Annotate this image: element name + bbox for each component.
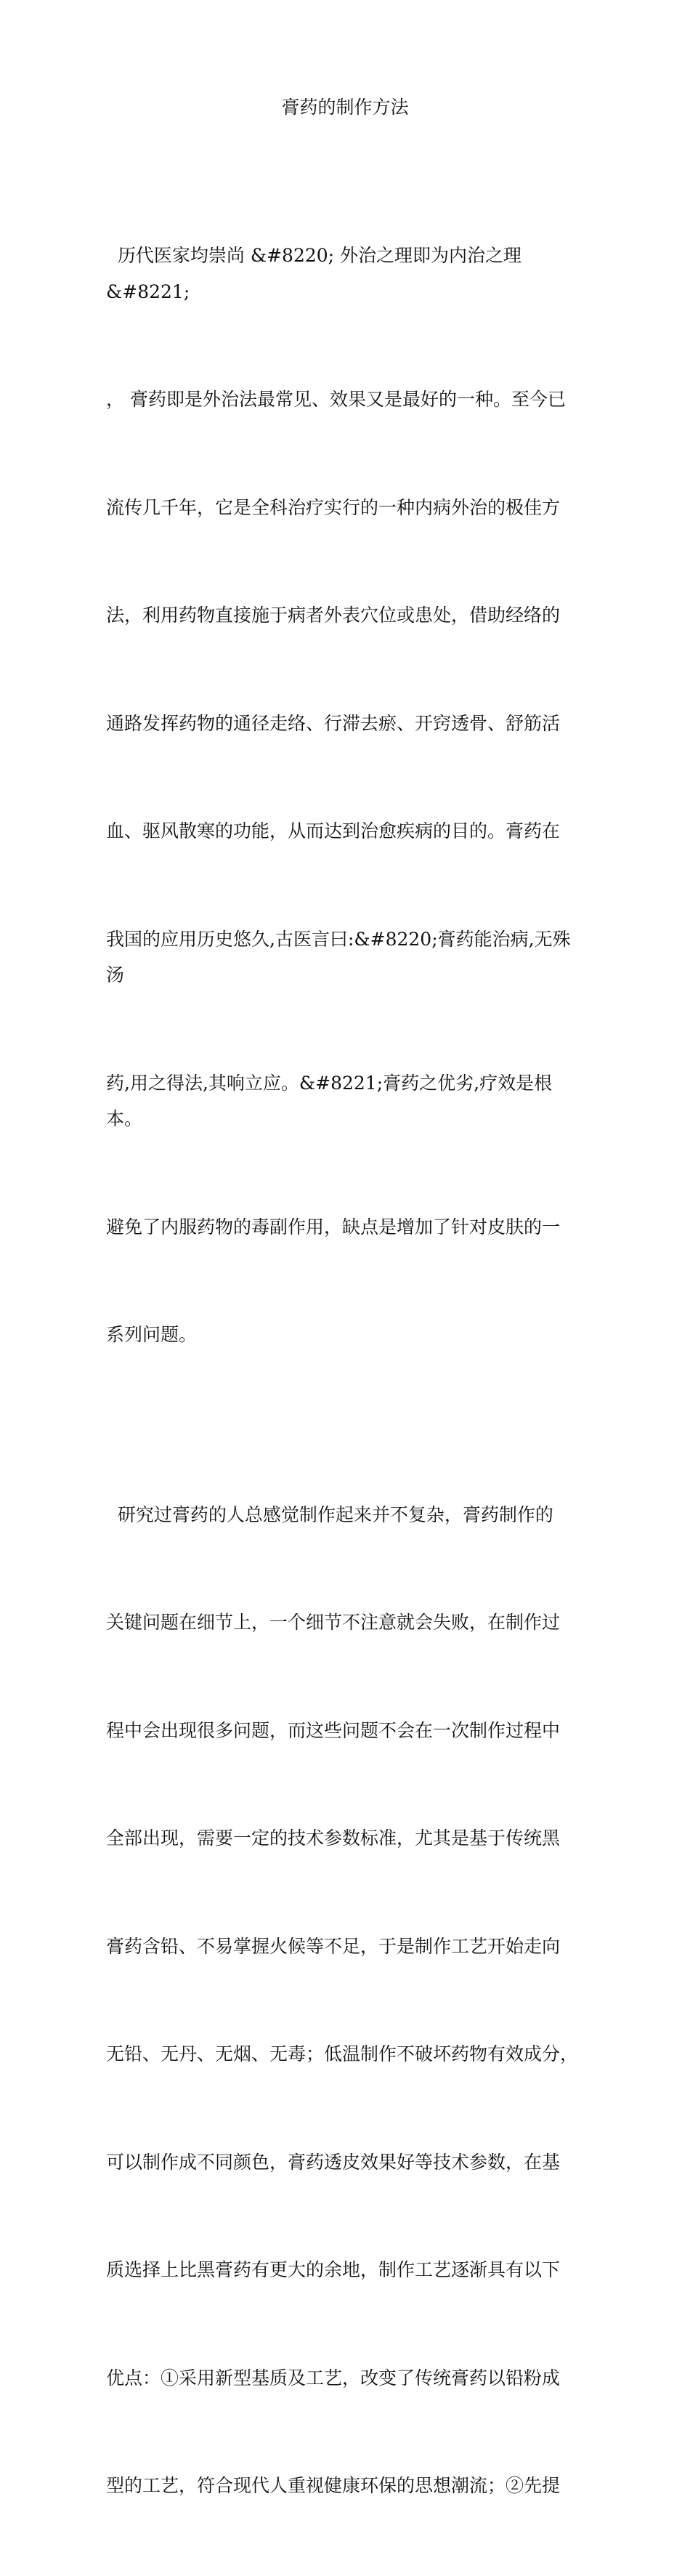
text-line: 我国的应用历史悠久,古医言曰:&#8220;膏药能治病,无殊汤 [106, 928, 571, 985]
text-line: 系列问题。 [106, 1324, 198, 1345]
text-line: ， 膏药即是外治法最常见、效果又是最好的一种。至今已 [106, 389, 566, 410]
text-line: 通路发挥药物的通径走络、行滞去瘀、开窍透骨、舒筋活 [106, 712, 561, 734]
text-line: 无铅、无丹、无烟、无毒；低温制作不破坏药物有效成分， [106, 2043, 579, 2064]
text-line: 避免了内服药物的毒副作用，缺点是增加了针对皮肤的一 [106, 1216, 561, 1237]
text-line: 优点：①采用新型基质及工艺，改变了传统膏药以铅粉成 [106, 2367, 561, 2389]
text-line: 全部出现，需要一定的技术参数标准，尤其是基于传统黑 [106, 1828, 561, 1849]
text-line: 法，利用药物直接施于病者外表穴位或患处，借助经络的 [106, 605, 561, 626]
text-line: 型的工艺，符合现代人重视健康环保的思想潮流；②先提 [106, 2475, 561, 2496]
text-line: 关键问题在细节上，一个细节不注意就会失败，在制作过 [106, 1612, 561, 1633]
text-line: 血、驱风散寒的功能，从而达到治愈疾病的目的。膏药在 [106, 820, 561, 841]
document-title: 膏药的制作方法 [281, 97, 409, 118]
text-line: 可以制作成不同颜色，膏药透皮效果好等技术参数，在基 [106, 2151, 561, 2173]
document-body [106, 166, 588, 2576]
paragraph-2 [106, 1425, 588, 2576]
text-line: 研究过膏药的人总感觉制作起来并不复杂，膏药制作的 [106, 1503, 553, 1525]
text-line: 膏药含铅、不易掌握火候等不足，于是制作工艺开始走向 [106, 1935, 561, 1957]
text-line: 质选择上比黑膏药有更大的余地，制作工艺逐渐具有以下 [106, 2259, 561, 2280]
text-line: 历代医家均崇尚 &#8220; 外治之理即为内治之理 &#8221; [106, 245, 528, 302]
text-line: 程中会出现很多问题，而这些问题不会在一次制作过程中 [106, 1719, 561, 1741]
paragraph-1 [106, 166, 588, 1425]
text-line: 药,用之得法,其响立应。&#8221;膏药之优劣,疗效是根本。 [106, 1072, 553, 1129]
text-line: 流传几千年，它是全科治疗实行的一种内病外治的极佳方 [106, 496, 561, 518]
